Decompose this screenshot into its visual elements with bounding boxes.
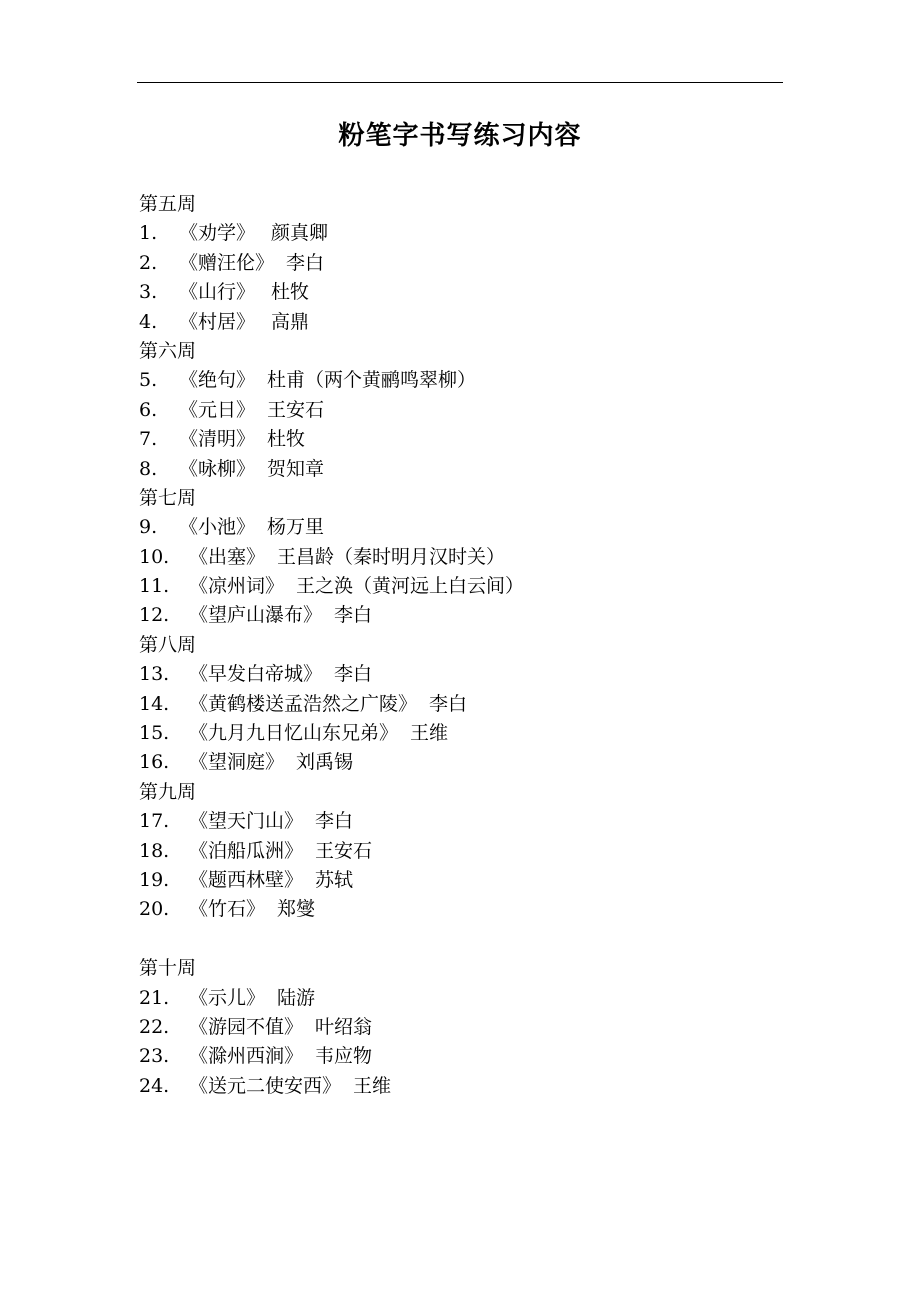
poem-title: 《黄鹤楼送孟浩然之广陵》 [189, 692, 418, 715]
item-number: 4. [139, 310, 158, 333]
week-heading: 第九周 [139, 780, 197, 803]
poem-note: （秦时明月汉时关） [334, 545, 506, 568]
list-item [139, 219, 799, 248]
week-heading: 第十周 [139, 957, 197, 980]
week-heading: 第七周 [139, 486, 197, 509]
poem-author: 苏轼 [315, 868, 354, 891]
spacer [139, 925, 799, 954]
poem-author: 高鼎 [271, 310, 310, 333]
poem-author: 贺知章 [267, 457, 325, 480]
item-number: 18. [139, 839, 170, 862]
list-item [139, 572, 799, 601]
week-heading: 第六周 [139, 339, 197, 362]
item-number: 9. [139, 516, 158, 539]
poem-author: 陆游 [277, 986, 316, 1009]
poem-author: 刘禹锡 [296, 751, 354, 774]
week-heading: 第八周 [139, 633, 197, 656]
poem-author: 王之涣 [296, 575, 354, 598]
item-number: 22. [139, 1015, 170, 1038]
item-number: 1. [139, 222, 158, 245]
poem-title: 《示儿》 [189, 986, 266, 1009]
poem-title: 《村居》 [179, 310, 256, 333]
poem-title: 《劝学》 [179, 222, 256, 245]
poem-list [139, 190, 799, 1101]
item-number: 5. [139, 369, 158, 392]
poem-author: 李白 [334, 604, 373, 627]
poem-title: 《出塞》 [189, 545, 266, 568]
list-item [139, 278, 799, 307]
poem-author: 杜甫 [267, 369, 306, 392]
item-number: 16. [139, 751, 170, 774]
item-number: 2. [139, 251, 158, 274]
poem-title: 《早发白帝城》 [189, 663, 323, 686]
poem-title: 《小池》 [179, 516, 256, 539]
item-number: 15. [139, 722, 170, 745]
poem-title: 《望天门山》 [189, 810, 304, 833]
poem-author: 李白 [286, 251, 325, 274]
list-item [139, 866, 799, 895]
poem-author: 李白 [315, 810, 354, 833]
poem-author: 李白 [334, 663, 373, 686]
poem-title: 《望庐山瀑布》 [189, 604, 323, 627]
poem-note: （两个黄鹂鸣翠柳） [305, 369, 477, 392]
poem-title: 《凉州词》 [189, 575, 285, 598]
list-item [139, 513, 799, 542]
item-number: 19. [139, 868, 170, 891]
poem-author: 郑燮 [277, 898, 316, 921]
item-number: 12. [139, 604, 170, 627]
list-item [139, 690, 799, 719]
poem-author: 叶绍翁 [315, 1015, 373, 1038]
poem-title: 《游园不值》 [189, 1015, 304, 1038]
list-item [139, 1013, 799, 1042]
item-number: 3. [139, 281, 158, 304]
list-item [139, 895, 799, 924]
list-item [139, 249, 799, 278]
item-number: 17. [139, 810, 170, 833]
poem-title: 《元日》 [179, 398, 256, 421]
item-number: 23. [139, 1045, 170, 1068]
poem-title: 《题西林壁》 [189, 868, 304, 891]
list-item [139, 1072, 799, 1101]
item-number: 7. [139, 428, 158, 451]
list-item [139, 1042, 799, 1071]
item-number: 21. [139, 986, 170, 1009]
poem-author: 李白 [429, 692, 468, 715]
list-item [139, 984, 799, 1013]
poem-title: 《滁州西涧》 [189, 1045, 304, 1068]
poem-title: 《竹石》 [189, 898, 266, 921]
poem-title: 《咏柳》 [179, 457, 256, 480]
list-item [139, 425, 799, 454]
item-number: 10. [139, 545, 170, 568]
item-number: 11. [139, 575, 170, 598]
poem-title: 《送元二使安西》 [189, 1074, 342, 1097]
poem-title: 《赠汪伦》 [179, 251, 275, 274]
poem-note: （黄河远上白云间） [353, 575, 525, 598]
item-number: 24. [139, 1074, 170, 1097]
poem-title: 《山行》 [179, 281, 256, 304]
list-item [139, 719, 799, 748]
list-item [139, 396, 799, 425]
list-item [139, 308, 799, 337]
list-item [139, 601, 799, 630]
item-number: 13. [139, 663, 170, 686]
poem-author: 王维 [410, 722, 449, 745]
poem-author: 王安石 [315, 839, 373, 862]
document-title: 粉笔字书写练习内容 [338, 121, 582, 151]
poem-author: 王昌龄 [277, 545, 335, 568]
list-item [139, 455, 799, 484]
week-heading: 第五周 [139, 193, 197, 215]
poem-title: 《九月九日忆山东兄弟》 [189, 722, 399, 745]
list-item [139, 748, 799, 777]
list-item [139, 543, 799, 572]
poem-title: 《泊船瓜洲》 [189, 839, 304, 862]
item-number: 20. [139, 898, 170, 921]
poem-author: 王安石 [267, 398, 325, 421]
poem-author: 颜真卿 [271, 222, 329, 245]
list-item [139, 837, 799, 866]
poem-title: 《望洞庭》 [189, 751, 285, 774]
poem-author: 杜牧 [271, 281, 310, 304]
poem-author: 杨万里 [267, 516, 325, 539]
poem-author: 杜牧 [267, 428, 306, 451]
list-item [139, 660, 799, 689]
poem-author: 韦应物 [315, 1045, 373, 1068]
item-number: 14. [139, 692, 170, 715]
list-item [139, 366, 799, 395]
poem-author: 王维 [353, 1074, 392, 1097]
item-number: 6. [139, 398, 158, 421]
poem-title: 《清明》 [179, 428, 256, 451]
header-rule [137, 82, 783, 83]
item-number: 8. [139, 457, 158, 480]
poem-title: 《绝句》 [179, 369, 256, 392]
list-item [139, 807, 799, 836]
